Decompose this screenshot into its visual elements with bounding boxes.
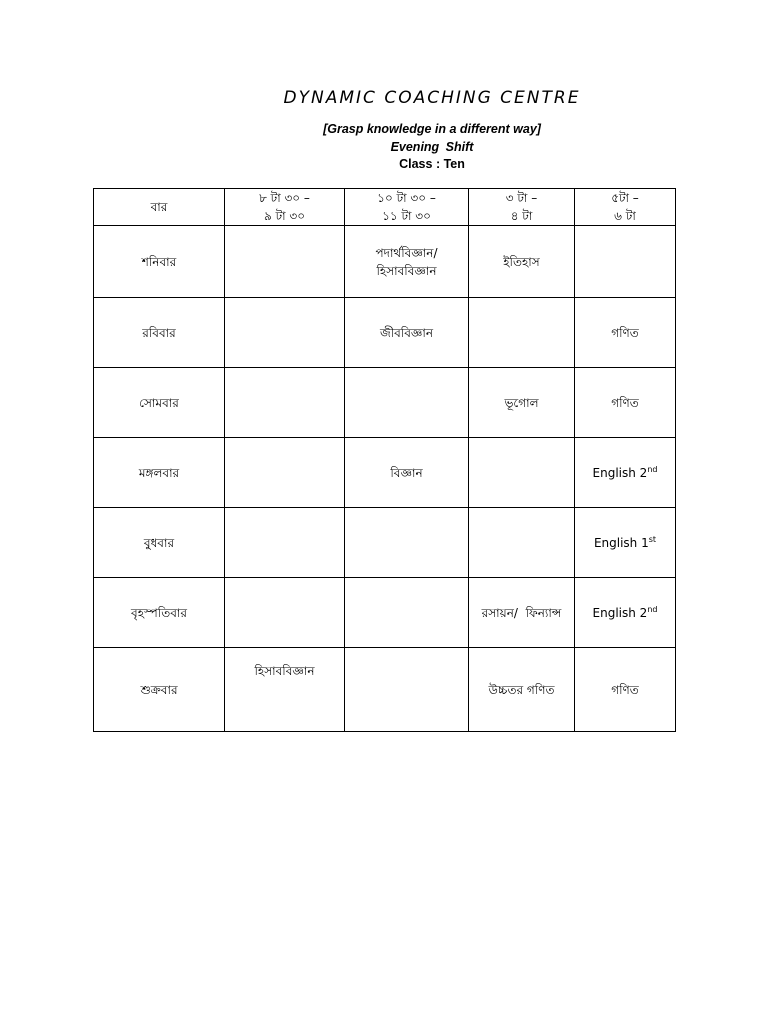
slot-4-cell: গণিত xyxy=(575,648,676,732)
day-cell: বুধবার xyxy=(94,508,225,578)
slot-2-cell xyxy=(345,578,469,648)
table-row xyxy=(94,368,676,438)
day-cell: সোমবার xyxy=(94,368,225,438)
slot-1-cell xyxy=(225,226,345,298)
table-row xyxy=(94,438,676,508)
table-row xyxy=(94,648,676,732)
slot-3-cell: ইতিহাস xyxy=(469,226,575,298)
slot-2-cell xyxy=(345,648,469,732)
slot-4-cell: English 2nd xyxy=(575,578,676,648)
slot-3-cell xyxy=(469,508,575,578)
slot-1-cell xyxy=(225,438,345,508)
header-cell-slot-4: ৫টা – ৬ টা xyxy=(575,189,676,226)
class-routine-table xyxy=(93,188,676,732)
slot-1-cell xyxy=(225,298,345,368)
slot-3-cell xyxy=(469,298,575,368)
header-cell-slot-1: ৮ টা ৩০ – ৯ টা ৩০ xyxy=(225,189,345,226)
table-row xyxy=(94,578,676,648)
slot-2-cell: পদার্থবিজ্ঞান/ হিসাববিজ্ঞান xyxy=(345,226,469,298)
table-row xyxy=(94,508,676,578)
slot-1-cell xyxy=(225,508,345,578)
slot-1-cell: হিসাববিজ্ঞান xyxy=(225,648,345,732)
header-cell-day: বার xyxy=(94,189,225,226)
table-row xyxy=(94,298,676,368)
shift-label: Evening Shift xyxy=(390,140,474,154)
slot-2-cell: জীববিজ্ঞান xyxy=(345,298,469,368)
slot-3-cell: উচ্চতর গণিত xyxy=(469,648,575,732)
header-cell-slot-2: ১০ টা ৩০ – ১১ টা ৩০ xyxy=(345,189,469,226)
slot-4-cell xyxy=(575,226,676,298)
slot-1-cell xyxy=(225,368,345,438)
slot-2-cell xyxy=(345,508,469,578)
day-cell: বৃহস্পতিবার xyxy=(94,578,225,648)
tagline: [Grasp knowledge in a different way] xyxy=(323,122,541,136)
slot-4-cell: English 2nd xyxy=(575,438,676,508)
slot-2-cell xyxy=(345,368,469,438)
slot-1-cell xyxy=(225,578,345,648)
table-header-row xyxy=(94,189,676,226)
slot-2-cell: বিজ্ঞান xyxy=(345,438,469,508)
table-row xyxy=(94,226,676,298)
slot-3-cell xyxy=(469,438,575,508)
day-cell: রবিবার xyxy=(94,298,225,368)
slot-3-cell: রসায়ন/ ফিন্যান্স xyxy=(469,578,575,648)
day-cell: শনিবার xyxy=(94,226,225,298)
page-title: DYNAMIC COACHING CENTRE xyxy=(283,88,581,108)
slot-4-cell: গণিত xyxy=(575,368,676,438)
slot-4-cell: English 1st xyxy=(575,508,676,578)
slot-3-cell: ভূগোল xyxy=(469,368,575,438)
header-cell-slot-3: ৩ টা – ৪ টা xyxy=(469,189,575,226)
day-cell: মঙ্গলবার xyxy=(94,438,225,508)
class-label: Class : Ten xyxy=(399,157,465,171)
day-cell: শুক্রবার xyxy=(94,648,225,732)
slot-4-cell: গণিত xyxy=(575,298,676,368)
